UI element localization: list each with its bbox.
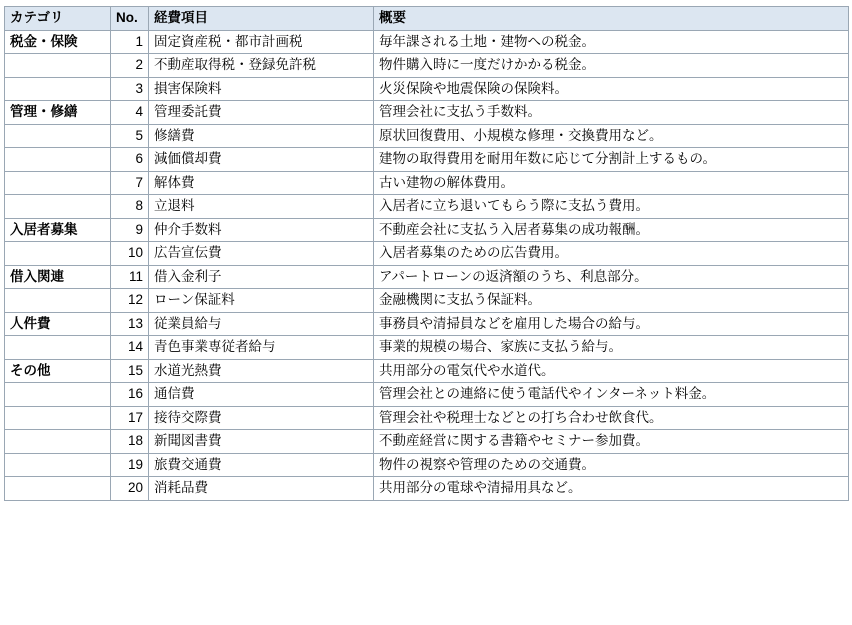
cell-no: 16 [111, 383, 149, 407]
cell-no: 1 [111, 30, 149, 54]
cell-category: 管理・修繕 [5, 101, 111, 125]
cell-category [5, 453, 111, 477]
cell-category [5, 242, 111, 266]
cell-category [5, 195, 111, 219]
cell-category [5, 124, 111, 148]
cell-description: 建物の取得費用を耐用年数に応じて分割計上するもの。 [374, 148, 849, 172]
cell-description: 管理会社に支払う手数料。 [374, 101, 849, 125]
cell-category: 税金・保険 [5, 30, 111, 54]
cell-item: 新聞図書費 [149, 430, 374, 454]
cell-description: 物件の視察や管理のための交通費。 [374, 453, 849, 477]
cell-description: 入居者に立ち退いてもらう際に支払う費用。 [374, 195, 849, 219]
cell-no: 4 [111, 101, 149, 125]
cell-category: その他 [5, 359, 111, 383]
cell-item: 水道光熱費 [149, 359, 374, 383]
cell-no: 9 [111, 218, 149, 242]
cell-item: 仲介手数料 [149, 218, 374, 242]
cell-category [5, 336, 111, 360]
cell-no: 11 [111, 265, 149, 289]
cell-description: 原状回復費用、小規模な修理・交換費用など。 [374, 124, 849, 148]
table-row [5, 148, 849, 172]
cell-description: 共用部分の電球や清掃用具など。 [374, 477, 849, 501]
cell-item: 解体費 [149, 171, 374, 195]
cell-category [5, 171, 111, 195]
cell-item: 固定資産税・都市計画税 [149, 30, 374, 54]
cell-description: 管理会社との連絡に使う電話代やインターネット料金。 [374, 383, 849, 407]
cell-description: アパートローンの返済額のうち、利息部分。 [374, 265, 849, 289]
table-row [5, 77, 849, 101]
cell-category: 人件費 [5, 312, 111, 336]
cell-description: 共用部分の電気代や水道代。 [374, 359, 849, 383]
cell-no: 8 [111, 195, 149, 219]
cell-description: 古い建物の解体費用。 [374, 171, 849, 195]
cell-no: 3 [111, 77, 149, 101]
cell-item: 減価償却費 [149, 148, 374, 172]
cell-category [5, 406, 111, 430]
cell-no: 20 [111, 477, 149, 501]
table-header [5, 7, 849, 31]
column-header-description: 概要 [374, 7, 849, 31]
column-header-item: 経費項目 [149, 7, 374, 31]
cell-item: 不動産取得税・登録免許税 [149, 54, 374, 78]
cell-no: 18 [111, 430, 149, 454]
table-body [5, 30, 849, 500]
cell-description: 事務員や清掃員などを雇用した場合の給与。 [374, 312, 849, 336]
table-header-row [5, 7, 849, 31]
cell-description: 毎年課される土地・建物への税金。 [374, 30, 849, 54]
cell-item: 広告宣伝費 [149, 242, 374, 266]
cell-category [5, 77, 111, 101]
table-row [5, 406, 849, 430]
cell-item: 青色事業専従者給与 [149, 336, 374, 360]
expense-table-sheet [4, 6, 848, 501]
cell-item: 借入金利子 [149, 265, 374, 289]
cell-category [5, 289, 111, 313]
table-row [5, 289, 849, 313]
table-row [5, 195, 849, 219]
cell-description: 物件購入時に一度だけかかる税金。 [374, 54, 849, 78]
cell-category: 入居者募集 [5, 218, 111, 242]
table-row [5, 477, 849, 501]
cell-category [5, 148, 111, 172]
cell-no: 13 [111, 312, 149, 336]
cell-item: 従業員給与 [149, 312, 374, 336]
table-row [5, 242, 849, 266]
cell-description: 入居者募集のための広告費用。 [374, 242, 849, 266]
table-row [5, 336, 849, 360]
cell-description: 管理会社や税理士などとの打ち合わせ飲食代。 [374, 406, 849, 430]
cell-item: 修繕費 [149, 124, 374, 148]
cell-no: 12 [111, 289, 149, 313]
cell-no: 17 [111, 406, 149, 430]
cell-no: 2 [111, 54, 149, 78]
cell-category: 借入関連 [5, 265, 111, 289]
cell-no: 6 [111, 148, 149, 172]
table-row [5, 218, 849, 242]
cell-item: 消耗品費 [149, 477, 374, 501]
table-row [5, 453, 849, 477]
cell-no: 14 [111, 336, 149, 360]
cell-category [5, 383, 111, 407]
table-row [5, 265, 849, 289]
table-row [5, 101, 849, 125]
cell-item: 通信費 [149, 383, 374, 407]
column-header-category: カテゴリ [5, 7, 111, 31]
table-row [5, 124, 849, 148]
cell-category [5, 430, 111, 454]
cell-item: 管理委託費 [149, 101, 374, 125]
cell-no: 5 [111, 124, 149, 148]
cell-item: 立退料 [149, 195, 374, 219]
cell-item: 損害保険料 [149, 77, 374, 101]
cell-no: 10 [111, 242, 149, 266]
cell-item: 接待交際費 [149, 406, 374, 430]
cell-description: 事業的規模の場合、家族に支払う給与。 [374, 336, 849, 360]
cell-item: ローン保証料 [149, 289, 374, 313]
cell-category [5, 477, 111, 501]
cell-no: 19 [111, 453, 149, 477]
expense-table [4, 6, 849, 501]
cell-item: 旅費交通費 [149, 453, 374, 477]
cell-no: 7 [111, 171, 149, 195]
cell-no: 15 [111, 359, 149, 383]
table-row [5, 359, 849, 383]
table-row [5, 30, 849, 54]
table-row [5, 171, 849, 195]
cell-category [5, 54, 111, 78]
table-row [5, 312, 849, 336]
cell-description: 不動産会社に支払う入居者募集の成功報酬。 [374, 218, 849, 242]
table-row [5, 430, 849, 454]
table-row [5, 54, 849, 78]
cell-description: 金融機関に支払う保証料。 [374, 289, 849, 313]
cell-description: 火災保険や地震保険の保険料。 [374, 77, 849, 101]
table-row [5, 383, 849, 407]
cell-description: 不動産経営に関する書籍やセミナー参加費。 [374, 430, 849, 454]
column-header-no: No. [111, 7, 149, 31]
